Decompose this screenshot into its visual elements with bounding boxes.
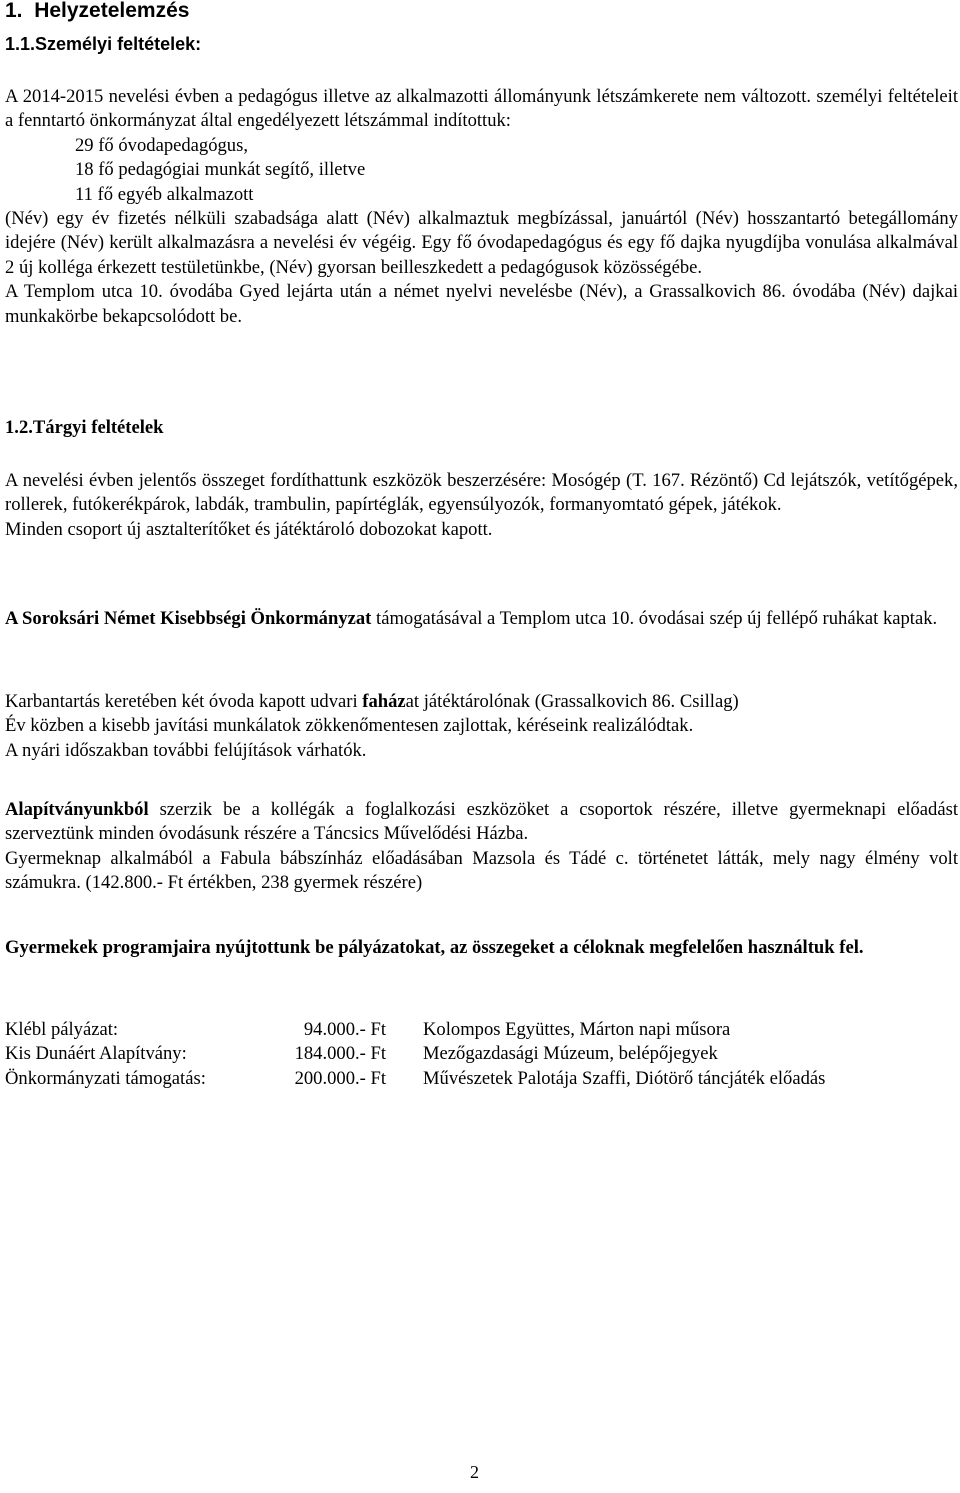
repairs-paragraph: Év közben a kisebb javítási munkálatok zökkenőmentesen zajlottak, kéréseink realizálódtak. bbox=[5, 715, 694, 737]
personal-block bbox=[5, 85, 958, 329]
grant-description: Művészetek Palotája Szaffi, Diótörő táncjáték előadás bbox=[423, 1067, 826, 1089]
grant-name: Klébl pályázat: bbox=[5, 1019, 119, 1040]
summer-renovation-paragraph: A nyári időszakban további felújítások várhatók. bbox=[5, 739, 367, 761]
foundation-paragraph bbox=[5, 798, 958, 847]
purchases-paragraph: A nevelési évben jelentős összeget fordíthattunk eszközök beszerzésére: Mosógép (T. 167. Rézöntő) Cd lejátszók, vetítőgépek, rollerek, futókerékpárok, labdák, trambulin, papírtéglák, egyensúlyozók, formanyomtató gépek, játékok. bbox=[5, 470, 958, 516]
section-heading-material bbox=[5, 416, 164, 440]
minority-support-text: támogatásával a Templom utca 10. óvodásai szép új fellépő ruhákat kaptak. bbox=[371, 608, 938, 629]
grant-name: Önkormányzati támogatás: bbox=[5, 1067, 206, 1089]
grants-intro-paragraph: Gyermekek programjaira nyújtottunk be pályázatokat, az összegeket a céloknak megfelelően használtuk fel. bbox=[5, 937, 864, 958]
grant-description: Kolompos Együttes, Márton napi műsora bbox=[423, 1019, 731, 1040]
substitution-text: (Név) egy év fizetés nélküli szabadsága alatt (Név) alkalmaztuk megbízással, januártól (Név) hosszantartó betegállomány idejére (Név) került alkalmazásra a nevelési év végéig. bbox=[5, 208, 958, 254]
staff-list-item: 18 fő pedagógiai munkát segítő, illetve bbox=[75, 159, 366, 181]
retirement-text: Egy fő óvodapedagógus és egy fő dajka nyugdíjba vonulása alkalmával 2 új kolléga érkezett testületünkbe, (Név) gyorsan beilleszkedett a pedagógusok közösségébe. bbox=[5, 232, 959, 278]
maintenance-block bbox=[5, 690, 958, 763]
chapter-title: Helyzetelemzés bbox=[34, 0, 190, 22]
foundation-text: szerzik be a kollégák a foglalkozási eszközöket a csoportok részére, illetve gyermeknapi előadást szerveztünk minden óvodásunk részére a Táncsics Művelődési Házba. bbox=[5, 799, 958, 845]
grant-row bbox=[5, 1018, 958, 1042]
staff-list-item: 29 fő óvodapedagógus, bbox=[75, 134, 248, 156]
personal-intro-paragraph: A 2014-2015 nevelési évben a pedagógus illetve az alkalmazotti állományunk létszámkerete nem változott. személyi feltételeit a fenntartó önkormányzat által engedélyezett létszámmal indítottuk: bbox=[5, 86, 958, 132]
grant-name: Kis Dunáért Alapítvány: bbox=[5, 1043, 187, 1065]
chapter-number: 1. bbox=[5, 0, 23, 22]
childrens-day-paragraph: Gyermeknap alkalmából a Fabula bábszínház előadásában Mazsola és Tádé c. történetet látták, mely nagy élmény volt számukra. (142.800.- Ft értékben, 238 gyermek részére) bbox=[5, 847, 958, 894]
grant-amount: 200.000.- Ft bbox=[294, 1067, 386, 1089]
section-heading-personal: 1.1.Személyi feltételek: bbox=[5, 34, 202, 54]
minority-government-name: A Soroksári Német Kisebbségi Önkormányzat bbox=[5, 608, 372, 629]
grant-description: Mezőgazdasági Múzeum, belépőjegyek bbox=[423, 1043, 718, 1065]
maintenance-text-b: at játéktárolónak (Grassalkovich 86. Csillag) bbox=[405, 691, 739, 712]
personal-changes-paragraph bbox=[5, 207, 958, 280]
personal-return-paragraph: A Templom utca 10. óvodába Gyed lejárta után a német nyelvi nevelésbe (Név), a Grassalkovich 86. óvodába (Név) dajkai munkakörbe bekapcsolódott be. bbox=[5, 281, 958, 327]
section-title: Tárgyi feltételek bbox=[32, 417, 164, 438]
grants-list bbox=[5, 1018, 958, 1091]
grant-row bbox=[5, 1042, 958, 1066]
grant-row bbox=[5, 1067, 958, 1091]
minority-support-paragraph bbox=[5, 607, 958, 631]
maintenance-text-a: Karbantartás keretében két óvoda kapott udvari bbox=[5, 691, 363, 712]
maintenance-paragraph bbox=[5, 690, 958, 714]
material-block bbox=[5, 469, 958, 542]
page-number: 2 bbox=[470, 1462, 479, 1482]
foundation-bold: Alapítványunkból bbox=[5, 799, 149, 820]
section-number: 1.2. bbox=[5, 417, 33, 438]
maintenance-bold-word: faház bbox=[362, 691, 406, 712]
staff-list-item: 11 fő egyéb alkalmazott bbox=[75, 183, 254, 205]
chapter-heading bbox=[5, 0, 189, 24]
grant-amount: 94.000.- Ft bbox=[303, 1019, 386, 1040]
tablecloth-paragraph: Minden csoport új asztalterítőket és játéktároló dobozokat kapott. bbox=[5, 518, 493, 540]
foundation-block bbox=[5, 798, 958, 896]
grant-amount: 184.000.- Ft bbox=[294, 1043, 386, 1065]
